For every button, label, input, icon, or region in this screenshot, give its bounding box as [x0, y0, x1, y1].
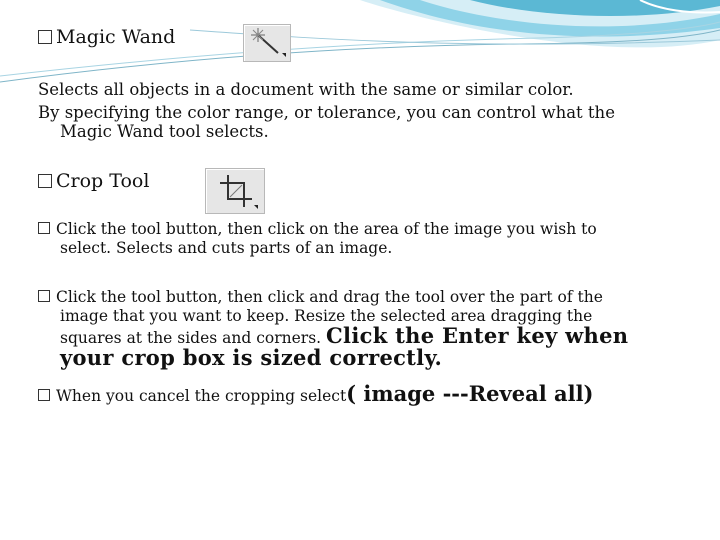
magic-wand-line-2: By specifying the color range, or tolerance, you can control what the	[38, 103, 615, 122]
bullet-icon	[38, 174, 52, 188]
magic-wand-line-1: Selects all objects in a document with the same or similar color.	[38, 80, 574, 99]
crop-bullet-3	[38, 381, 594, 406]
crop-tool-title: Crop Tool	[56, 170, 150, 192]
bullet-icon	[38, 389, 50, 401]
crop-bullet-2-line-1: Click the tool button, then click and drag the tool over the part of the	[56, 288, 603, 306]
crop-bullet-1-line-1: Click the tool button, then click on the area of the image you wish to	[56, 220, 597, 238]
magic-wand-line-3: Magic Wand tool selects.	[60, 122, 269, 141]
crop-bullet-1	[38, 220, 597, 258]
crop-bullet-3-reveal-all: ( image ---Reveal all)	[346, 381, 594, 406]
bullet-icon	[38, 290, 50, 302]
bullet-icon	[38, 30, 52, 44]
crop-bullet-3-text: When you cancel the cropping select	[56, 387, 347, 405]
magic-wand-heading	[38, 26, 175, 48]
crop-bullet-2-line-3a: squares at the sides and corners.	[60, 329, 322, 347]
bullet-icon	[38, 222, 50, 234]
crop-tool-heading	[38, 170, 149, 192]
crop-bullet-2	[38, 288, 629, 370]
crop-bullet-2-line-4: your crop box is sized correctly.	[60, 345, 443, 370]
magic-wand-title: Magic Wand	[56, 26, 176, 48]
magic-wand-icon	[243, 24, 291, 62]
crop-bullet-1-line-2: select. Selects and cuts parts of an image.	[60, 239, 393, 257]
crop-bullet-2-line-2: image that you want to keep. Resize the selected area dragging the	[60, 307, 593, 325]
crop-icon	[205, 168, 265, 214]
crop-bullet-2-line-3b: Click the Enter key when	[326, 323, 629, 348]
